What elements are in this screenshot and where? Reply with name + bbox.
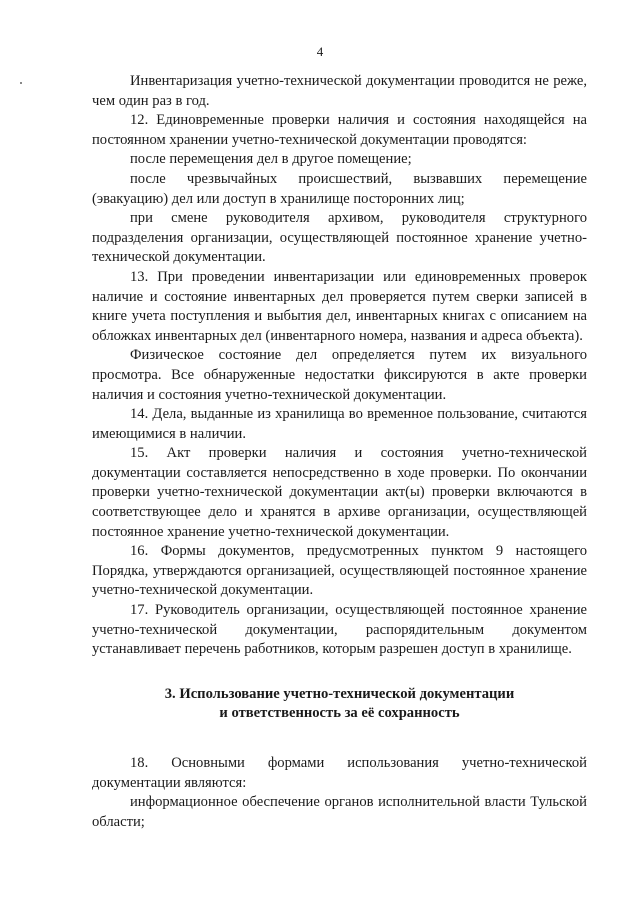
paragraph-18-item-information: информационное обеспечение органов исполнительной власти Тульской области; — [92, 794, 587, 830]
paragraph-14: 14. Дела, выданные из хранилища во временное пользование, считаются имеющимися в наличии. — [92, 406, 587, 442]
paragraph-15: 15. Акт проверки наличия и состояния учетно-технической документации составляется непосредственно в ходе проверки. По окончании проверки учетно-технической документации акт(ы) проверки включаются в соответствующее дело и хранятся в архиве организации, осуществляющей постоянное хранение учетно-технической документации. — [92, 445, 587, 540]
paragraph-inventory-frequency: Инвентаризация учетно-технической документации проводится не реже, чем один раз в год. — [92, 73, 587, 109]
paragraph-12-item-relocation: после перемещения дел в другое помещение; — [130, 151, 412, 168]
page-number: 4 — [316, 44, 324, 59]
paragraph-17: 17. Руководитель организации, осуществляющей постоянное хранение учетно-технической документации, распорядительным документом устанавливает перечень работников, которым разрешен доступ в хранилище. — [92, 602, 587, 658]
section-heading — [92, 685, 587, 724]
paragraph-physical-condition: Физическое состояние дел определяется путем их визуального просмотра. Все обнаруженные недостатки фиксируются в акте проверки наличия и состояния учетно-технической документации. — [92, 347, 587, 403]
section-heading-line-1: 3. Использование учетно-технической документации — [164, 685, 515, 702]
paragraph-16: 16. Формы документов, предусмотренных пунктом 9 настоящего Порядка, утверждаются организацией, осуществляющей постоянное хранение учетно-технической документации. — [92, 543, 587, 599]
paragraph-12: 12. Единовременные проверки наличия и состояния находящейся на постоянном хранении учетно-технической документации проводятся: — [92, 112, 587, 148]
paragraph-12-item-emergency: после чрезвычайных происшествий, вызвавших перемещение (эвакуацию) дел или доступ в хранилище посторонних лиц; — [92, 170, 587, 207]
section-heading-line-2: и ответственность за её сохранность — [219, 705, 460, 722]
scan-artifact — [20, 82, 22, 84]
paragraph-18: 18. Основными формами использования учетно-технической документации являются: — [92, 755, 587, 791]
paragraph-12-item-head-change: при смене руководителя архивом, руководителя структурного подразделения организации, осуществляющей постоянное хранение учетно-технической документации. — [92, 210, 587, 266]
paragraph-13: 13. При проведении инвентаризации или единовременных проверок наличие и состояние инвентарных дел проверяется путем сверки записей в книге учета поступления и выбытия дел, инвентарных книгах с описанием на обложках инвентарных дел (инвентарного номера, названия и адреса объекта). — [92, 268, 587, 344]
document-body — [92, 72, 587, 832]
